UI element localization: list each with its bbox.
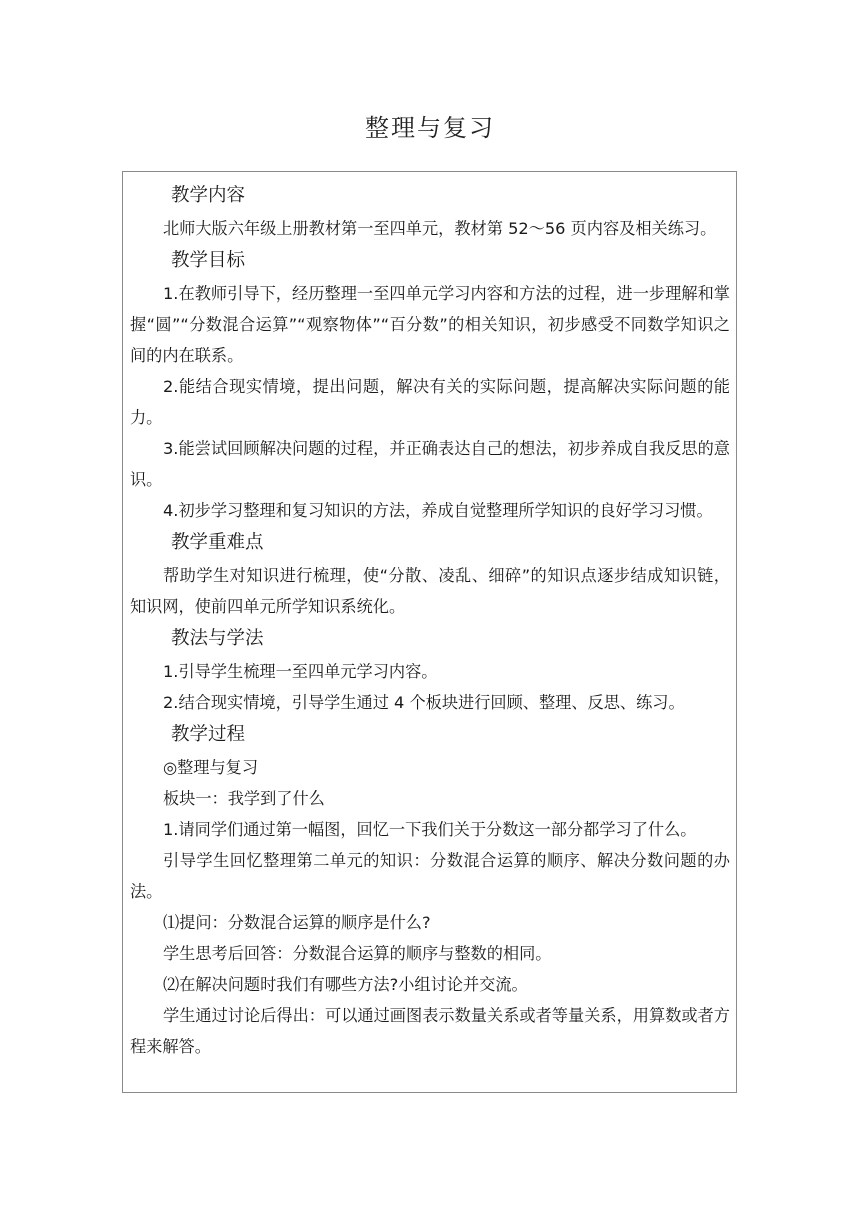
section-heading-keypoints: 教学重难点: [171, 532, 264, 553]
method-item: 1.引导学生梳理一至四单元学习内容。: [163, 662, 438, 681]
process-line: 学生思考后回答：分数混合运算的顺序与整数的相同。: [163, 944, 552, 963]
content-text: 北师大版六年级上册教材第一至四单元，教材第 52～56 页内容及相关练习。: [163, 219, 717, 238]
section-heading-process: 教学过程: [171, 724, 246, 745]
goal-item: 4.初步学习整理和复习知识的方法，养成自觉整理所学知识的良好学习习惯。: [163, 501, 713, 520]
goal-item: 3.能尝试回顾解决问题的过程，并正确表达自己的想法，初步养成自我反思的意识。: [130, 439, 730, 489]
goal-item: 2.能结合现实情境，提出问题，解决有关的实际问题，提高解决实际问题的能力。: [130, 377, 730, 427]
goal-item: 1.在教师引导下，经历整理一至四单元学习内容和方法的过程，进一步理解和掌握“圆”“分数混合运算”“观察物体”“百分数”的相关知识，初步感受不同数学知识之间的内在联系。: [130, 284, 730, 365]
section-heading-content: 教学内容: [171, 185, 246, 206]
process-line: 引导学生回忆整理第二单元的知识：分数混合运算的顺序、解决分数问题的办法。: [130, 851, 730, 901]
method-item: 2.结合现实情境，引导学生通过 4 个板块进行回顾、整理、反思、练习。: [163, 693, 685, 712]
section-heading-goals: 教学目标: [171, 250, 246, 271]
process-line: 1.请同学们通过第一幅图，回忆一下我们关于分数这一部分都学习了什么。: [163, 820, 697, 839]
keypoints-text: 帮助学生对知识进行梳理，使“分散、凌乱、细碎”的知识点逐步结成知识链，知识网，使前四单元所学知识系统化。: [130, 566, 730, 616]
section-heading-methods: 教法与学法: [171, 628, 264, 649]
process-line: ◎整理与复习: [163, 758, 259, 777]
page-title: 整理与复习: [365, 114, 495, 142]
process-line: 板块一：我学到了什么: [163, 789, 325, 808]
process-line: 学生通过讨论后得出：可以通过画图表示数量关系或者等量关系，用算数或者方程来解答。: [130, 1006, 730, 1056]
process-line: ⑵在解决问题时我们有哪些方法?小组讨论并交流。: [163, 975, 528, 994]
process-line: ⑴提问：分数混合运算的顺序是什么?: [163, 913, 431, 932]
document-body: [130, 179, 730, 1062]
